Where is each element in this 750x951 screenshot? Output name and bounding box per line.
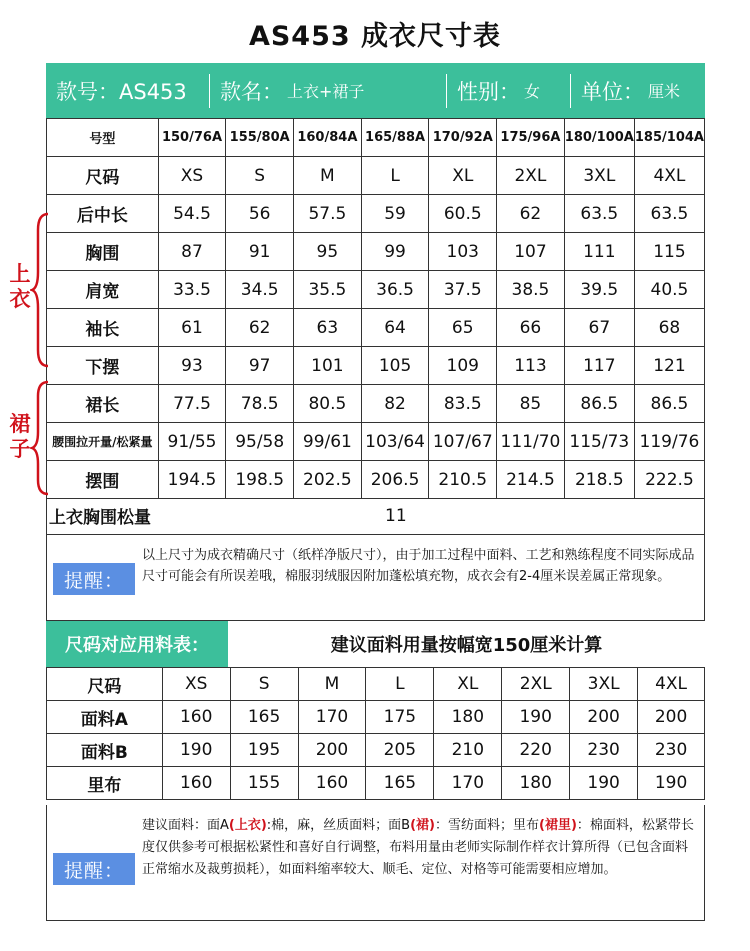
table-cell: 63.5	[564, 195, 634, 233]
row-label: 里布	[47, 767, 163, 800]
table-cell: 117	[564, 347, 634, 385]
table-cell: 218.5	[564, 461, 634, 499]
table-cell: 4XL	[634, 157, 704, 195]
table-cell: 175	[366, 701, 434, 734]
table-cell: 80.5	[294, 385, 362, 423]
ease-label: 上衣胸围松量	[49, 508, 151, 528]
table-cell: 170/92A	[429, 119, 497, 157]
table-cell: S	[230, 668, 298, 701]
table-cell: 60.5	[429, 195, 497, 233]
table-cell: 198.5	[226, 461, 294, 499]
table-cell: 39.5	[564, 271, 634, 309]
size-chart-table	[46, 118, 705, 499]
table-cell: 115	[634, 233, 704, 271]
table-cell: 83.5	[429, 385, 497, 423]
table-cell: 66	[497, 309, 565, 347]
table-cell: 101	[294, 347, 362, 385]
note-box-2	[46, 805, 705, 921]
table-cell: 165	[366, 767, 434, 800]
table-cell: 68	[634, 309, 704, 347]
side-label-top: 上衣	[9, 262, 31, 311]
table-cell: 78.5	[226, 385, 294, 423]
table-cell: 160/84A	[294, 119, 362, 157]
table-cell: 56	[226, 195, 294, 233]
table-cell: 214.5	[497, 461, 565, 499]
table-cell: 180/100A	[564, 119, 634, 157]
table-row	[47, 233, 705, 271]
tip-badge: 提醒：	[53, 853, 135, 885]
table-cell: XS	[162, 668, 230, 701]
table-cell: L	[361, 157, 429, 195]
table-cell: 190	[638, 767, 705, 800]
note-highlight: (裙)	[410, 818, 435, 833]
row-label: 下摆	[47, 347, 159, 385]
table-cell: 206.5	[361, 461, 429, 499]
row-label: 袖长	[47, 309, 159, 347]
table-cell: 200	[570, 701, 638, 734]
side-label-skirt: 裙子	[9, 412, 31, 461]
page-title: AS453 成衣尺寸表	[248, 21, 502, 52]
style-name	[210, 63, 446, 118]
gender	[447, 63, 570, 118]
table-cell: 4XL	[638, 668, 705, 701]
table-cell: 190	[162, 734, 230, 767]
table-cell: 62	[497, 195, 565, 233]
note-text: 以上尺寸为成衣精确尺寸（纸样净版尺寸），由于加工过程中面料、工艺和熟练程度不同实际成品尺寸可能会有所误差哦，棉服羽绒服因附加蓬松填充物，成衣会有2-4厘米误差属正常现象。	[142, 548, 695, 584]
table-cell: 38.5	[497, 271, 565, 309]
note-text	[142, 815, 697, 881]
table-cell: 175/96A	[497, 119, 565, 157]
style-name-label: 款名：	[220, 79, 283, 104]
note-box-1	[46, 535, 705, 621]
table-cell: 82	[361, 385, 429, 423]
row-label: 面料B	[47, 734, 163, 767]
table-cell: 91	[226, 233, 294, 271]
table-cell: 54.5	[158, 195, 226, 233]
table-cell: 185/104A	[634, 119, 704, 157]
table-cell: 85	[497, 385, 565, 423]
size-row	[47, 157, 705, 195]
table-cell: 91/55	[158, 423, 226, 461]
table-cell: 200	[638, 701, 705, 734]
note-text-part: 建议面料：面A	[142, 818, 229, 833]
table-cell: 190	[570, 767, 638, 800]
table-cell: M	[294, 157, 362, 195]
table-cell: 95/58	[226, 423, 294, 461]
table-cell: 115/73	[564, 423, 634, 461]
table-cell: 190	[502, 701, 570, 734]
table-cell: 105	[361, 347, 429, 385]
table-cell: 64	[361, 309, 429, 347]
note-text-part: ：雪纺面料；里布	[435, 818, 540, 833]
table-cell: 180	[502, 767, 570, 800]
table-cell: M	[298, 668, 366, 701]
table-cell: 103/64	[361, 423, 429, 461]
table-cell: 210	[434, 734, 502, 767]
table-cell: 35.5	[294, 271, 362, 309]
table-cell: 77.5	[158, 385, 226, 423]
table-cell: 150/76A	[158, 119, 226, 157]
table-row	[47, 385, 705, 423]
note-highlight: (上衣)	[228, 818, 267, 833]
note-highlight: (裙里)	[539, 818, 577, 833]
note-text-part: ：棉面料，松紧带长度仅供参考可根据松紧性和喜好自行调整，布料用量由老师实际制作样衣计算所得（已包含面料正常缩水及裁剪损耗），如面料缩率较大、顺毛、定位、对格等可能需要相应增加。	[142, 818, 694, 877]
table-cell: 107	[497, 233, 565, 271]
row-label: 裙长	[47, 385, 159, 423]
row-label: 面料A	[47, 701, 163, 734]
table-row	[47, 701, 705, 734]
table-cell: 222.5	[634, 461, 704, 499]
table-cell: 121	[634, 347, 704, 385]
table-cell: 99/61	[294, 423, 362, 461]
table-cell: 119/76	[634, 423, 704, 461]
table-cell: 59	[361, 195, 429, 233]
table-cell: 113	[497, 347, 565, 385]
table-cell: 67	[564, 309, 634, 347]
table-cell: 200	[298, 734, 366, 767]
row-label: 肩宽	[47, 271, 159, 309]
table-cell: 170	[434, 767, 502, 800]
table-row	[47, 461, 705, 499]
row-label: 尺码	[47, 157, 159, 195]
row-label: 后中长	[47, 195, 159, 233]
unit-value: 厘米	[648, 82, 681, 101]
table-cell: 170	[298, 701, 366, 734]
tip-badge: 提醒：	[53, 563, 135, 595]
row-label: 号型	[47, 119, 159, 157]
table-cell: 195	[230, 734, 298, 767]
table-cell: 3XL	[564, 157, 634, 195]
table-cell: 202.5	[294, 461, 362, 499]
table-cell: 220	[502, 734, 570, 767]
gender-label: 性别：	[457, 79, 520, 104]
style-no	[46, 63, 209, 118]
style-no-label: 款号：AS453	[56, 79, 187, 104]
ease-row	[46, 497, 705, 535]
table-cell: 86.5	[564, 385, 634, 423]
table-cell: 160	[162, 701, 230, 734]
table-cell: 86.5	[634, 385, 704, 423]
table-cell: 160	[162, 767, 230, 800]
type-row	[47, 119, 705, 157]
table-cell: 111	[564, 233, 634, 271]
table-cell: 165/88A	[361, 119, 429, 157]
table-cell: 97	[226, 347, 294, 385]
table-cell: XL	[434, 668, 502, 701]
table-cell: 57.5	[294, 195, 362, 233]
table-cell: 160	[298, 767, 366, 800]
ease-value: 11	[385, 505, 407, 526]
fabric-section-note: 建议面料用量按幅宽150厘米计算	[330, 635, 603, 656]
table-cell: 62	[226, 309, 294, 347]
table-row	[47, 309, 705, 347]
table-cell: 34.5	[226, 271, 294, 309]
table-cell: 107/67	[429, 423, 497, 461]
table-row	[47, 423, 705, 461]
table-cell: 111/70	[497, 423, 565, 461]
table-cell: 63	[294, 309, 362, 347]
table-row	[47, 347, 705, 385]
table-cell: L	[366, 668, 434, 701]
row-label: 尺码	[47, 668, 163, 701]
table-cell: 33.5	[158, 271, 226, 309]
table-cell: 205	[366, 734, 434, 767]
table-cell: 3XL	[570, 668, 638, 701]
table-cell: 2XL	[502, 668, 570, 701]
table-cell: 87	[158, 233, 226, 271]
style-name-value: 上衣+裙子	[287, 82, 365, 101]
table-cell: 210.5	[429, 461, 497, 499]
table-cell: 109	[429, 347, 497, 385]
table-row	[47, 734, 705, 767]
header-bar	[46, 63, 705, 118]
table-cell: 40.5	[634, 271, 704, 309]
table-cell: 37.5	[429, 271, 497, 309]
size-row	[47, 668, 705, 701]
note-text-part: :棉，麻，丝质面料；面B	[266, 818, 411, 833]
table-cell: 99	[361, 233, 429, 271]
row-label: 腰围拉开量/松紧量	[47, 423, 159, 461]
table-cell: 95	[294, 233, 362, 271]
table-cell: 180	[434, 701, 502, 734]
fabric-section-label: 尺码对应用料表：	[46, 621, 228, 667]
table-cell: 2XL	[497, 157, 565, 195]
table-cell: XL	[429, 157, 497, 195]
table-cell: 36.5	[361, 271, 429, 309]
fabric-table	[46, 667, 705, 800]
brace-icon	[30, 210, 52, 500]
unit	[571, 63, 701, 118]
table-cell: 230	[638, 734, 705, 767]
table-row	[47, 767, 705, 800]
table-cell: 103	[429, 233, 497, 271]
table-row	[47, 195, 705, 233]
table-cell: 63.5	[634, 195, 704, 233]
row-label: 摆围	[47, 461, 159, 499]
table-cell: 194.5	[158, 461, 226, 499]
table-cell: 155/80A	[226, 119, 294, 157]
row-label: 胸围	[47, 233, 159, 271]
table-cell: 165	[230, 701, 298, 734]
table-cell: 155	[230, 767, 298, 800]
table-row	[47, 271, 705, 309]
unit-label: 单位：	[581, 79, 644, 104]
table-cell: 61	[158, 309, 226, 347]
table-cell: 230	[570, 734, 638, 767]
gender-value: 女	[524, 82, 541, 101]
table-cell: 65	[429, 309, 497, 347]
table-cell: 93	[158, 347, 226, 385]
table-cell: S	[226, 157, 294, 195]
table-cell: XS	[158, 157, 226, 195]
